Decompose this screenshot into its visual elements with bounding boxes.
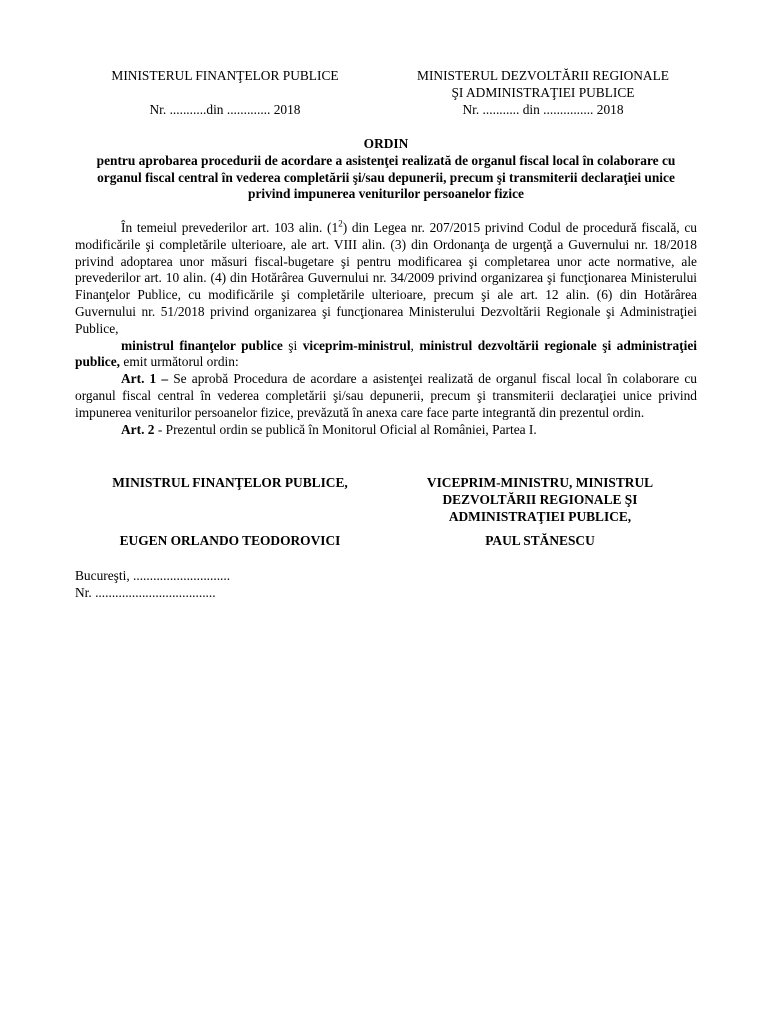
order-title (75, 136, 697, 203)
issuer-finance-minister: ministrul finanţelor publice (121, 337, 283, 353)
preamble-text-end: ) din Legea nr. 207/2015 privind Codul de procedură fiscală, cu modificările şi completările ulterioare, ale art. VIII alin. (3) din Ordonanţa de urgenţă a Guvernului nr. 18/2018 privind adoptarea unor măsuri fiscal-bugetare şi pentru modificarea şi completarea unor acte normative, ale prevederilor art. 10 alin. (4) din Hotărârea Guvernului nr. 34/2009 privind organizarea şi funcţionarea Ministerului Finanţelor Publice, cu modificările şi completările ulterioare, precum şi ale art. 12 alin. (6) din Hotărârea Guvernului nr. 51/2018 privind organizarea şi funcţionarea Ministerului Dezvoltării Regionale şi Administraţiei Publice, (75, 220, 697, 336)
issuers-tail: emit următorul ordin: (120, 354, 239, 370)
article-2-label: Art. 2 (121, 421, 155, 437)
article-2-text: - Prezentul ordin se publică în Monitorul Oficial al României, Partea I. (154, 421, 537, 437)
signature-right-role-line3: ADMINISTRAŢIEI PUBLICE, (448, 508, 632, 524)
issuer-deputy-pm: viceprim-ministrul (302, 337, 411, 353)
issuers-paragraph (75, 338, 697, 372)
order-body (75, 220, 697, 438)
issuers-comma: , (410, 337, 420, 353)
article-2 (75, 422, 697, 439)
header-left (70, 68, 380, 119)
order-subtitle: pentru aprobarea procedurii de acordare a asistenţei realizată de organul fiscal local în colaborare cu organul fiscal central în vederea completării şi/sau depunerii, precum şi transmiterii declaraţiei unice privind impunerea veniturilor persoanelor fizice (96, 152, 676, 202)
footer-number-line: Nr. .................................... (75, 584, 216, 600)
signature-left-role: MINISTRUL FINANŢELOR PUBLICE, (112, 475, 348, 490)
preamble-paragraph (75, 220, 697, 338)
signature-left-name: EUGEN ORLANDO TEODOROVICI (119, 533, 341, 548)
signature-right-role-line1: VICEPRIM-MINISTRU, MINISTRUL (426, 475, 654, 490)
signature-right-role (385, 475, 695, 525)
ministry-development-number-line: Nr. ........... din ............... 2018 (462, 101, 624, 117)
article-1-label: Art. 1 – (121, 371, 169, 387)
header-right (388, 68, 698, 118)
preamble-text-start: În temeiul prevederilor art. 103 alin. (1 (121, 220, 339, 235)
ministry-development-name-line2: ŞI ADMINISTRAŢIEI PUBLICE (451, 84, 635, 100)
signature-right-name: PAUL STĂNESCU (485, 533, 595, 548)
footer-city-line: Bucureşti, ............................. (75, 568, 231, 583)
ministry-finance-number-line: Nr. ...........din ............. 2018 (149, 101, 301, 117)
ministry-finance-name: MINISTERUL FINANŢELOR PUBLICE (111, 68, 339, 83)
ministry-development-name-line1: MINISTERUL DEZVOLTĂRII REGIONALE (417, 68, 669, 83)
order-heading: ORDIN (363, 136, 409, 151)
preamble-superscript: 2 (338, 218, 343, 229)
article-1 (75, 371, 697, 421)
issuer-development-minister: ministrul dezvoltării regionale şi administraţiei publice, (75, 337, 697, 370)
issuers-conjunction: şi (282, 337, 303, 353)
document-footer (75, 568, 230, 602)
signature-right-role-line2: DEZVOLTĂRII REGIONALE ŞI (442, 491, 638, 507)
article-1-text: Se aprobă Procedura de acordare a asistenţei realizată de organul fiscal local în colaborare cu organul fiscal central în vederea completării şi/sau depunerii, precum şi transmiterii declaraţiei unice privind impunerea veniturilor persoanelor fizice, prevăzută în anexa care face parte integrantă din prezentul ordin. (75, 371, 697, 420)
